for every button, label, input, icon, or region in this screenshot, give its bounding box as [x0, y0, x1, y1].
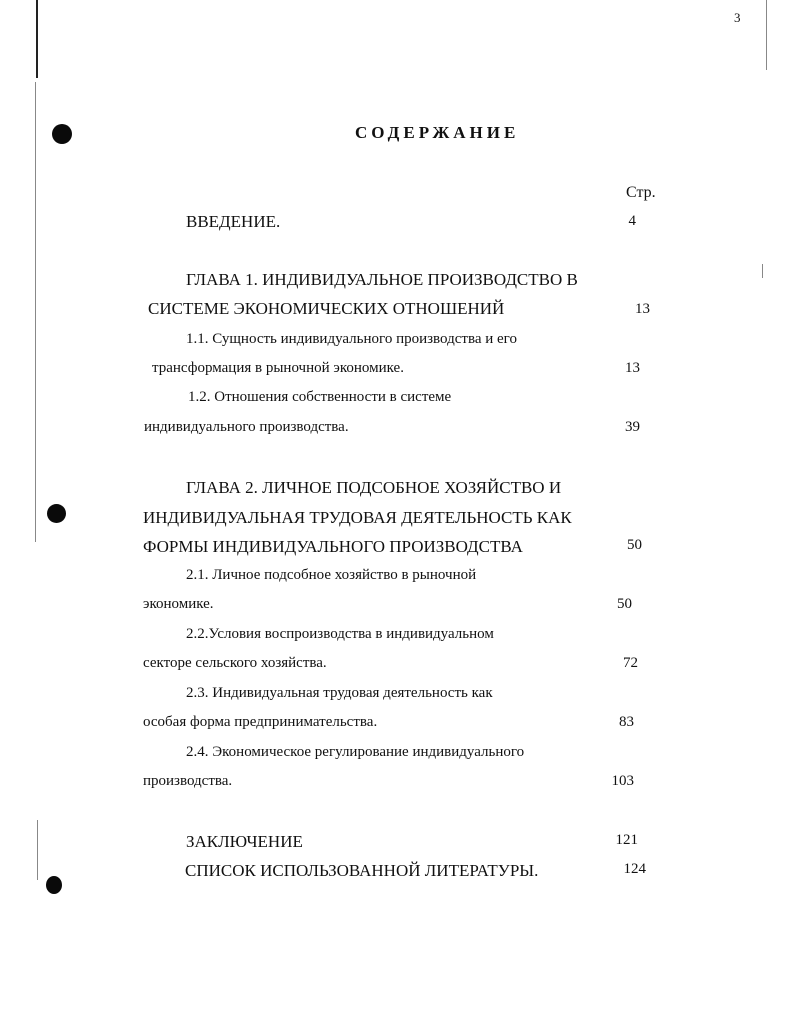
toc-section-2-4-line-1: 2.4. Экономическое регулирование индивидуального [186, 744, 525, 760]
toc-section-2-4-page: 103 [611, 773, 634, 789]
page-number: 3 [734, 10, 741, 25]
scan-mark-right [762, 264, 763, 278]
toc-chapter-2-line-1: ГЛАВА 2. ЛИЧНОЕ ПОДСОБНОЕ ХОЗЯЙСТВО И [186, 478, 562, 497]
toc-intro-title: ВВЕДЕНИЕ. [186, 212, 281, 231]
toc-section-1-2-page: 39 [625, 419, 640, 435]
toc-chapter-1-line-2: СИСТЕМЕ ЭКОНОМИЧЕСКИХ ОТНОШЕНИЙ [148, 299, 505, 318]
toc-section-2-1-line-2: экономике. [143, 596, 214, 612]
scan-edge-line-right-top [766, 0, 767, 70]
toc-section-2-1-line-1: 2.1. Личное подсобное хозяйство в рыночной [186, 567, 477, 583]
toc-section-1-1-page: 13 [625, 360, 640, 376]
toc-intro-page: 4 [628, 213, 636, 229]
toc-section-2-3-page: 83 [619, 714, 634, 730]
toc-section-1-1-line-2: трансформация в рыночной экономике. [152, 360, 404, 376]
punch-hole-middle [47, 504, 66, 523]
scan-edge-line-top [36, 0, 38, 78]
toc-references-page: 124 [623, 861, 646, 877]
toc-section-2-3-line-1: 2.3. Индивидуальная трудовая деятельность как [186, 685, 493, 701]
punch-hole-top [52, 124, 72, 144]
page-column-header: Стр. [626, 184, 656, 201]
toc-section-2-1-page: 50 [617, 596, 632, 612]
toc-section-1-2-line-1: 1.2. Отношения собственности в системе [188, 389, 452, 405]
scan-edge-line-lower [37, 820, 38, 880]
toc-chapter-2-line-2: ИНДИВИДУАЛЬНАЯ ТРУДОВАЯ ДЕЯТЕЛЬНОСТЬ КАК [143, 508, 572, 527]
toc-conclusion-page: 121 [615, 832, 638, 848]
toc-chapter-2-line-3: ФОРМЫ ИНДИВИДУАЛЬНОГО ПРОИЗВОДСТВА [143, 537, 523, 556]
toc-conclusion-title: ЗАКЛЮЧЕНИЕ [186, 832, 303, 851]
toc-references-title: СПИСОК ИСПОЛЬЗОВАННОЙ ЛИТЕРАТУРЫ. [185, 861, 539, 880]
toc-chapter-1-page: 13 [635, 301, 650, 317]
punch-hole-bottom [46, 876, 62, 894]
scan-edge-line-main [35, 82, 36, 542]
page-title: СОДЕРЖАНИЕ [355, 123, 520, 142]
toc-chapter-2-page: 50 [627, 537, 642, 553]
toc-section-2-2-line-2: секторе сельского хозяйства. [143, 655, 327, 671]
toc-section-1-2-line-2: индивидуального производства. [144, 419, 349, 435]
toc-section-2-2-line-1: 2.2.Условия воспроизводства в индивидуальном [186, 626, 494, 642]
toc-section-2-3-line-2: особая форма предпринимательства. [143, 714, 378, 730]
toc-chapter-1-line-1: ГЛАВА 1. ИНДИВИДУАЛЬНОЕ ПРОИЗВОДСТВО В [186, 270, 578, 289]
toc-section-2-2-page: 72 [623, 655, 638, 671]
toc-section-2-4-line-2: производства. [143, 773, 233, 789]
toc-section-1-1-line-1: 1.1. Сущность индивидуального производства и его [186, 331, 517, 347]
